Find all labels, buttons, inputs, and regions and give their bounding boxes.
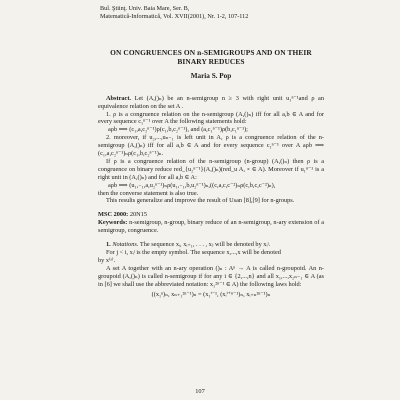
journal-header-line-1: Bul. Ştiinţ. Univ. Baia Mare, Ser. B, (100, 5, 190, 12)
abstract-paragraph-4: If ρ is a congruence relation of the n-semigroup (n-group) (A,()ₙ) then ρ is a congruence on binary reduce red_{u₂ⁿ⁻¹}(A,()ₙ)(red_u A, ∘ ∈ A). Moreover if u₁ⁿ⁻¹ is a right unit in (A,()ₙ) and for all a,b ∈ A: (98, 157, 324, 181)
paper-title-line-1: ON CONGRUENCES ON n-SEMIGROUPS AND ON THEIR (110, 48, 312, 58)
abstract-text-1: Let (A,()ₙ) be an n-semigroup n ≥ 3 with right unit u₁ⁿ⁻¹and ρ an equivalence relation on the set A . (98, 94, 324, 110)
abstract-paragraph-6: This results generalize and improve the result of Usan [8],[9] for n-groups. (106, 197, 295, 205)
paper-title-line-2: BINARY REDUCES (177, 56, 245, 66)
abstract-paragraph-2: 1. ρ is a congruence relation on the n-semigroup (A,()ₙ) iff for all a,b ∈ A and for every sequence c₁ⁿ⁻¹ over A the following statements hold: (98, 110, 324, 126)
paper-title (98, 49, 324, 67)
paper-author: Maria S. Pop (190, 71, 232, 80)
keywords-value: n-semigroup, n-group, binary reduce of an n-semigroup, n-ary extension of a semigroup, congruence. (98, 219, 325, 235)
section-1-heading: Notations. (112, 241, 139, 249)
keywords-label: Keywords: (98, 219, 128, 227)
abstract-section (98, 95, 324, 206)
abstract-paragraph-5: then the converse statement is also true. (98, 189, 199, 197)
abstract-label: Abstract. (106, 94, 132, 102)
keywords-line (98, 219, 324, 235)
section-1-number: 1. (106, 241, 111, 249)
section-1-text-1: The sequence xᵢ, xᵢ₊₁, . . . , xⱼ will be denoted by xᵢʲ. (139, 241, 271, 249)
section-1-paragraph-2b: by x⁽ˢ⁾. (98, 256, 116, 264)
abstract-paragraph-1 (98, 95, 324, 111)
msc-label: MSC 2000: (98, 211, 129, 219)
page-number: 107 (195, 388, 205, 395)
journal-header (100, 5, 324, 20)
section-1-paragraph-2: For j < i, xᵢʲ is the empty symbol. The sequence x,...,x will be denoted (106, 249, 281, 256)
section-notations (98, 241, 324, 298)
abstract-paragraph-3: 2. moreover, if u₂,...,uₙ₋₁ is left unit in A, ρ is a congruence relation of the n-semigroup (A,()ₙ) iff for all a,b ∈ A and for every sequence c₁ⁿ⁻¹ over A aρb ⟹ (c₁,a,c₂ⁿ⁻¹)ₙρ(c₁,b,c₂ⁿ⁻¹)ₙ. (98, 134, 324, 158)
journal-header-line-2: Matematică-Informatică, Vol. XVII(2001), Nr. 1-2, 107-112 (100, 12, 249, 20)
abstract-formula-2: aρb ⟹ (u₁,₋₁,a,u₂ⁿ⁻¹)ₙρ(u₁,₋₁,b,u₂ⁿ⁻¹)ₙ,((c,a,c,c⁻²)ₙρ(c,b,c,c⁻²)ₙ), (108, 181, 276, 189)
msc-line (98, 211, 324, 219)
msc-value: 20N15 (129, 211, 147, 219)
section-1-paragraph-1 (98, 241, 324, 249)
abstract-formula-1: aρb ⟹ (c₁,a,c₂ⁿ⁻¹)ρ(c₁,b,c₂ⁿ⁻¹), and (a,c₁ⁿ⁻¹)ρ(b,c₁ⁿ⁻¹); (108, 126, 248, 134)
section-1-formula: ((x₁ⁿ)ₙ, xₙ₊₁²ⁿ⁻¹)ₙ = (x₁ⁱ⁻¹, (xᵢⁱ⁺ⁿ⁻¹)ₙ, xᵢ₊ₙ²ⁿ⁻¹)ₙ (151, 290, 271, 298)
section-1-paragraph-3: A set A together with an n-ary operation ()ₙ : Aⁿ → A is called n-groupoid. An n-groupoid (A,()ₙ) is called n-semigroup if for any i ∈ {2,...,n} and all x₁,...,x₂ₙ₋₁ ∈ A (as in [6] we shall use the abbreviated notation: x₁²ⁿ⁻¹ ∈ A) the following laws hold: (98, 264, 324, 288)
